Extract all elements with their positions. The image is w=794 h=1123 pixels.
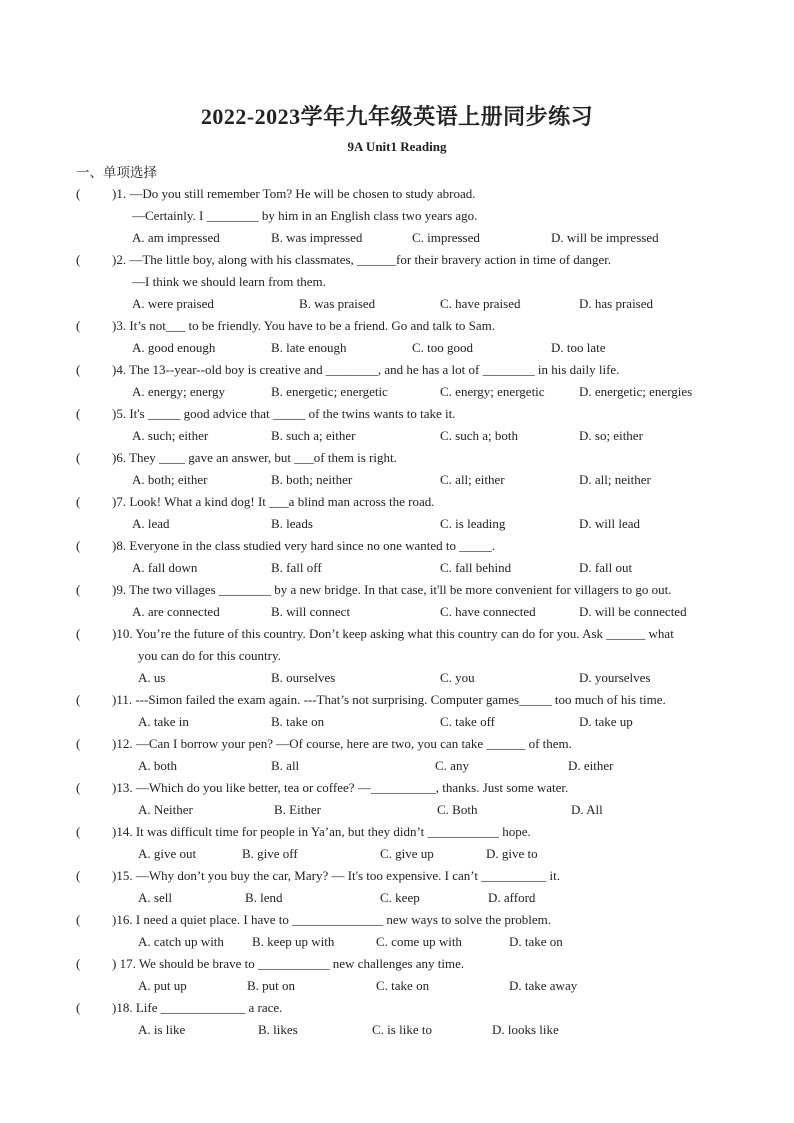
answer-paren: ( [76,252,81,267]
option-d: D. will be connected [579,604,687,619]
option-d: D. so; either [579,428,643,443]
question-stem: )18. Life _____________ a race. [112,1000,283,1015]
option-a: A. both; either [132,472,208,487]
option-b: B. fall off [271,560,322,575]
option-d: D. all; neither [579,472,651,487]
answer-paren: ( [76,956,81,971]
option-c: C. Both [437,802,478,817]
option-b: B. will connect [271,604,351,619]
question-stem: )16. I need a quiet place. I have to ______________ new ways to solve the problem. [112,912,551,927]
answer-paren: ( [76,736,81,751]
page-title: 2022-2023学年九年级英语上册同步练习 [200,104,594,129]
option-c: C. fall behind [440,560,512,575]
option-d: D. take up [579,714,633,729]
option-c: C. keep [380,890,420,905]
option-a: A. such; either [132,428,209,443]
question-stem: )6. They ____ gave an answer, but ___of them is right. [112,450,397,465]
option-a: A. give out [138,846,197,861]
option-c: C. you [440,670,475,685]
option-b: B. was impressed [271,230,363,245]
option-c: C. too good [412,340,474,355]
option-d: D. give to [486,846,538,861]
question-stem: )12. —Can I borrow your pen? —Of course, here are two, you can take ______ of them. [112,736,572,751]
option-d: D. All [571,802,603,817]
option-b: B. likes [258,1022,298,1037]
answer-paren: ( [76,692,81,707]
option-b: B. keep up with [252,934,335,949]
option-c: C. take off [440,714,495,729]
answer-paren: ( [76,824,81,839]
option-a: A. were praised [132,296,214,311]
option-c: C. impressed [412,230,480,245]
option-a: A. are connected [132,604,220,619]
option-c: C. have connected [440,604,536,619]
option-a: A. good enough [132,340,216,355]
answer-paren: ( [76,1000,81,1015]
option-c: C. such a; both [440,428,518,443]
option-d: D. take on [509,934,563,949]
answer-paren: ( [76,318,81,333]
option-b: B. leads [271,516,313,531]
option-a: A. lead [132,516,170,531]
option-d: D. will lead [579,516,641,531]
option-c: C. have praised [440,296,521,311]
question-stem: )5. It's _____ good advice that _____ of the twins wants to take it. [112,406,456,421]
option-a: A. both [138,758,177,773]
option-c: C. come up with [376,934,462,949]
question-stem: )8. Everyone in the class studied very hard since no one wanted to _____. [112,538,496,553]
option-b: B. Either [274,802,321,817]
question-stem: )1. —Do you still remember Tom? He will be chosen to study abroad. [112,186,476,201]
option-d: D. yourselves [579,670,651,685]
question-stem: )7. Look! What a kind dog! It ___a blind man across the road. [112,494,435,509]
option-b: B. was praised [299,296,376,311]
question-line2: —I think we should learn from them. [132,274,326,289]
option-d: D. fall out [579,560,633,575]
answer-paren: ( [76,450,81,465]
option-c: C. is leading [440,516,506,531]
page-subtitle: 9A Unit1 Reading [347,139,447,154]
option-a: A. us [138,670,166,685]
question-stem: )3. It’s not___ to be friendly. You have to be a friend. Go and talk to Sam. [112,318,495,333]
option-d: D. energetic; energies [579,384,693,399]
option-d: D. too late [551,340,606,355]
answer-paren: ( [76,912,81,927]
option-d: D. afford [488,890,536,905]
question-stem: )10. You’re the future of this country. Don’t keep asking what this country can do for you. Ask ______ what [112,626,674,641]
answer-paren: ( [76,538,81,553]
option-b: B. late enough [271,340,347,355]
option-d: D. looks like [492,1022,559,1037]
option-c: C. energy; energetic [440,384,545,399]
option-b: B. take on [271,714,325,729]
answer-paren: ( [76,626,81,641]
option-b: B. ourselves [271,670,336,685]
question-line2: you can do for this country. [138,648,281,663]
question-stem: )14. It was difficult time for people in Ya’an, but they didn’t ___________ hope. [112,824,531,839]
option-b: B. energetic; energetic [271,384,388,399]
option-d: D. has praised [579,296,654,311]
answer-paren: ( [76,868,81,883]
option-a: A. is like [138,1022,186,1037]
option-a: A. catch up with [138,934,224,949]
question-line2: —Certainly. I ________ by him in an English class two years ago. [132,208,478,223]
question-stem: )9. The two villages ________ by a new bridge. In that case, it'll be more convenient for villagers to go out. [112,582,672,597]
answer-paren: ( [76,362,81,377]
question-stem: )11. ---Simon failed the exam again. ---That’s not surprising. Computer games_____ too much of his time. [112,692,666,707]
answer-paren: ( [76,494,81,509]
option-c: C. give up [380,846,434,861]
option-b: B. both; neither [271,472,353,487]
option-c: C. any [435,758,469,773]
question-stem: )15. —Why don’t you buy the car, Mary? — It's too expensive. I can’t __________ it. [112,868,560,883]
question-stem: )2. —The little boy, along with his classmates, ______for their bravery action in time of danger. [112,252,612,267]
option-c: C. is like to [372,1022,432,1037]
answer-paren: ( [76,406,81,421]
option-b: B. give off [242,846,298,861]
answer-paren: ( [76,186,81,201]
option-b: B. put on [247,978,296,993]
answer-paren: ( [76,582,81,597]
question-stem: )13. —Which do you like better, tea or coffee? —__________, thanks. Just some water. [112,780,569,795]
option-a: A. put up [138,978,187,993]
option-d: D. either [568,758,614,773]
option-a: A. Neither [138,802,193,817]
section-heading: 一、单项选择 [76,165,157,181]
option-b: B. all [271,758,300,773]
option-b: B. such a; either [271,428,356,443]
answer-paren: ( [76,780,81,795]
option-a: A. energy; energy [132,384,226,399]
option-a: A. sell [138,890,172,905]
question-stem: )4. The 13--year--old boy is creative and ________, and he has a lot of ________ in his daily life. [112,362,620,377]
option-a: A. am impressed [132,230,220,245]
option-d: D. will be impressed [551,230,659,245]
option-a: A. take in [138,714,189,729]
question-stem: ) 17. We should be brave to ___________ new challenges any time. [112,956,465,971]
option-c: C. take on [376,978,430,993]
option-c: C. all; either [440,472,505,487]
option-b: B. lend [245,890,283,905]
option-d: D. take away [509,978,578,993]
option-a: A. fall down [132,560,198,575]
